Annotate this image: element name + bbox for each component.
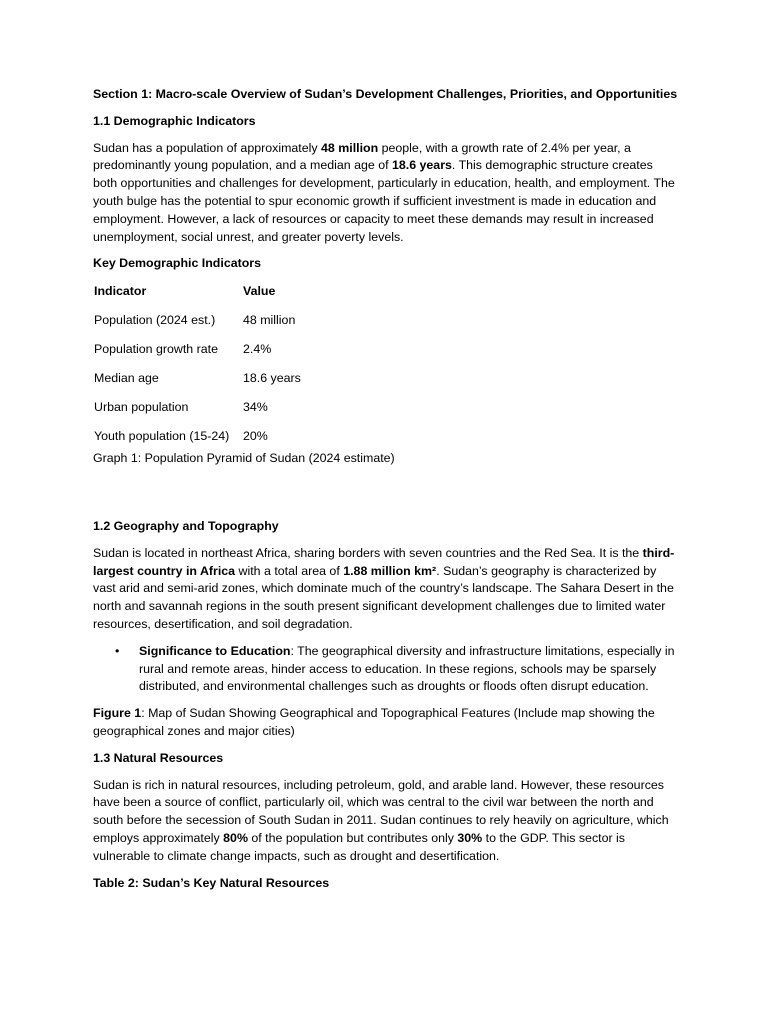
bullet-marker: • xyxy=(115,643,120,658)
graph-caption: Graph 1: Population Pyramid of Sudan (2024 estimate) xyxy=(93,451,395,466)
heading-geography: 1.2 Geography and Topography xyxy=(93,518,279,533)
table-cell: 48 million xyxy=(243,313,296,328)
table-row xyxy=(93,341,301,370)
figure-caption: Figure 1: Map of Sudan Showing Geographical and Topographical Features (Include map showing the geographical zones and major cities) xyxy=(93,706,655,738)
table-cell: 34% xyxy=(243,400,268,415)
demographic-table-title: Key Demographic Indicators xyxy=(93,256,262,271)
table-cell: 2.4% xyxy=(243,342,272,357)
demographic-indicators-table xyxy=(93,283,301,450)
table-cell: Median age xyxy=(94,371,159,386)
table-header-cell: Indicator xyxy=(94,284,147,299)
paragraph-natural-resources: Sudan is rich in natural resources, including petroleum, gold, and arable land. However, these resources have been a source of conflict, particularly oil, which was central to the civil war between the north and south before the secession of South Sudan in 2011. Sudan continues to rely heavily on agriculture, which employs approximately 80% of the population but contributes only 30% to the GDP. This sector is vulnerable to climate change impacts, such as drought and desertification. xyxy=(93,777,669,863)
table-cell: Urban population xyxy=(94,400,189,415)
table-header-row xyxy=(93,283,301,312)
table-row xyxy=(93,399,301,428)
table-cell: Population growth rate xyxy=(94,342,218,357)
document-page xyxy=(93,86,678,892)
list-item: • Significance to Education: The geographical diversity and infrastructure limitations, especially in rural and remote areas, hinder access to education. In these regions, schools may be sparsely distributed, and environmental challenges such as droughts or floods often disrupt education. xyxy=(115,643,675,694)
bullet-list xyxy=(93,643,678,696)
heading-demographic-indicators: 1.1 Demographic Indicators xyxy=(93,113,256,128)
table-row xyxy=(93,312,301,341)
paragraph-geography: Sudan is located in northeast Africa, sharing borders with seven countries and the Red Sea. It is the third-largest country in Africa with a total area of 1.88 million km². Sudan’s geography is characterized by vast arid and semi-arid zones, which dominate much of the country’s landscape. The Sahara Desert in the north and savannah regions in the south present significant development challenges due to limited water resources, desertification, and soil degradation. xyxy=(93,545,675,631)
table-cell: 18.6 years xyxy=(243,371,301,386)
table-cell: 20% xyxy=(243,429,268,444)
table-cell: Population (2024 est.) xyxy=(94,313,216,328)
natural-resources-table-title: Table 2: Sudan’s Key Natural Resources xyxy=(93,875,330,890)
table-row xyxy=(93,428,301,450)
table-row xyxy=(93,370,301,399)
table-cell: Youth population (15-24) xyxy=(94,429,230,444)
table-header-cell: Value xyxy=(243,284,276,299)
section-title: Section 1: Macro-scale Overview of Sudan’s Development Challenges, Priorities, and Opportunities xyxy=(93,87,678,101)
paragraph-demographics: Sudan has a population of approximately 48 million people, with a growth rate of 2.4% per year, a predominantly young population, and a median age of 18.6 years. This demographic structure creates both opportunities and challenges for development, particularly in education, health, and employment. The youth bulge has the potential to spur economic growth if sufficient investment is made in education and employment. However, a lack of resources or capacity to meet these demands may result in increased unemployment, social unrest, and greater poverty levels. xyxy=(93,140,675,244)
heading-natural-resources: 1.3 Natural Resources xyxy=(93,750,224,765)
